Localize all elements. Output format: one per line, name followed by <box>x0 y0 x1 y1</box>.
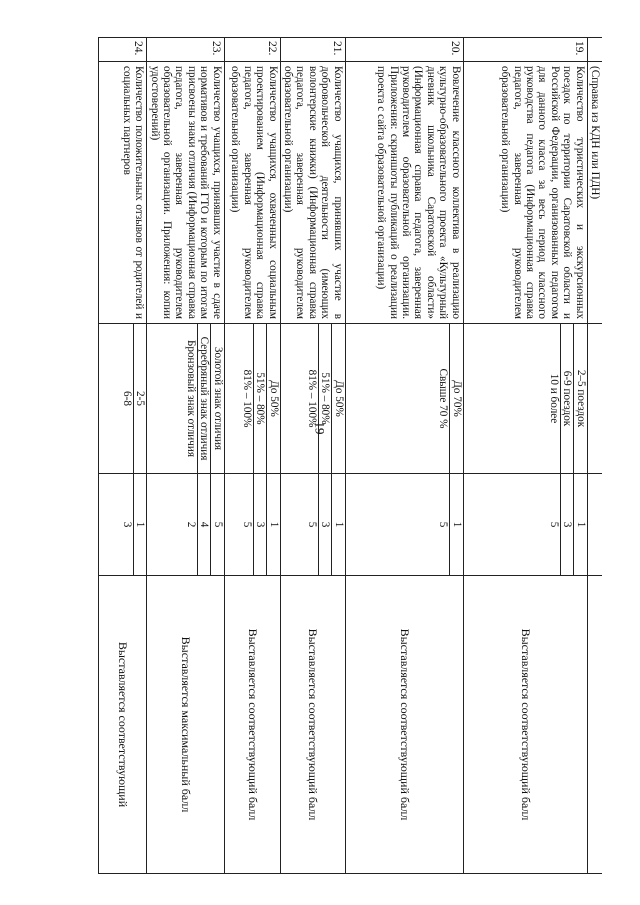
row-number: 22. <box>224 38 280 62</box>
points-cell <box>463 474 587 576</box>
criterion-text: Количество учащихся, принявших участие в добровольческой деятельности (имеющих волонтерские книжки) (Информационная справка педагога, заверенная руководителем образовательной организации) <box>280 62 345 324</box>
criterion-text: Вовлечение классного коллектива в реализацию культурно-образовательного проекта «Культурный дневник школьника Саратовской области» (Информационная справка педагога, заверенная руководителем образовательной организации. Приложения: скриншоты публикаций о реализации проекта с сайта образовательной организации) <box>345 62 463 324</box>
indicator-value: Золотой знак отличия <box>210 324 223 473</box>
points-value: 4 <box>197 474 210 575</box>
indicator-value: Свыше 70 % <box>437 368 450 429</box>
criteria-row <box>463 38 587 874</box>
points-value: 5 <box>547 521 560 528</box>
indicator-cell <box>345 324 463 474</box>
points-value: 3 <box>120 521 133 528</box>
points-value: 5 <box>305 521 318 528</box>
indicator-value: 81% – 100% <box>305 369 318 428</box>
indicator-cell <box>280 324 345 474</box>
points-value: 2 <box>184 521 197 528</box>
points-cell <box>224 474 280 576</box>
row-number: 20. <box>345 38 463 62</box>
indicator-value: Бронзовый знак отличия <box>184 339 197 458</box>
points-cell <box>147 474 224 576</box>
indicator-value: 2–5 поездок <box>573 324 586 473</box>
points-cell <box>99 474 147 576</box>
empty-num-cell <box>587 38 602 62</box>
scoring-note: Выставляется соответствующий <box>99 576 147 874</box>
scoring-note: Выставляется соответствующий балл <box>280 576 345 874</box>
points-value: 5 <box>210 474 223 575</box>
points-value: 1 <box>331 474 344 575</box>
points-value: 3 <box>560 474 573 575</box>
points-value: 3 <box>318 474 331 575</box>
row-number: 24. <box>99 38 147 62</box>
criteria-row <box>280 38 345 874</box>
indicator-value: 10 и более <box>547 373 560 424</box>
criteria-row <box>345 38 463 874</box>
indicator-value: 2-5 <box>133 324 146 473</box>
points-value: 1 <box>133 474 146 575</box>
criteria-row <box>147 38 224 874</box>
points-value: 1 <box>266 474 279 575</box>
criteria-table <box>98 37 602 874</box>
indicator-value: До 70% <box>449 324 462 473</box>
row-number: 19. <box>463 38 587 62</box>
points-value: 1 <box>449 474 462 575</box>
indicator-cell <box>99 324 147 474</box>
row-number: 23. <box>147 38 224 62</box>
indicator-cell <box>463 324 587 474</box>
points-value: 3 <box>253 474 266 575</box>
scoring-note: Выставляется соответствующий балл <box>345 576 463 874</box>
indicator-value: 6-8 <box>120 391 133 406</box>
points-value: 5 <box>240 521 253 528</box>
scoring-note: Выставляется соответствующий балл <box>463 576 587 874</box>
indicator-value: 51% – 80% <box>253 324 266 473</box>
indicator-value: До 50% <box>266 324 279 473</box>
criterion-text: Количество учащихся, охваченных социальным проектированием (Информационная справка педагога, заверенная руководителем образовательной организации) <box>224 62 280 324</box>
criterion-text: Количество туристических и экскурсионных поездок по территории Саратовской области и Российской Федерации, организованных педагогом для данного класса за весь период классного руководства педагога (Информационная справка педагога, заверенная руководителем образовательной организации) <box>463 62 587 324</box>
criteria-row <box>99 38 147 874</box>
points-cell <box>280 474 345 576</box>
indicator-value: 51% – 80% <box>318 324 331 473</box>
points-cell <box>345 474 463 576</box>
header-note-row <box>587 38 602 874</box>
row-number: 21. <box>280 38 345 62</box>
points-value: 1 <box>573 474 586 575</box>
criterion-text: Количество положительных отзывов от родителей и социальных партнеров <box>99 62 147 324</box>
scoring-note: Выставляется соответствующий балл <box>224 576 280 874</box>
header-note: (Справка из КДН или ПДН) <box>587 62 602 324</box>
scoring-note: Выставляется максимальный балл <box>147 576 224 874</box>
criterion-text: Количество учащихся, принявших участие в сдаче нормативов и требований ГТО и которым по итогам присвоены знаки отличия (Информационная справка педагога, заверенная руководителем образовательной организации. Приложения: копии удостоверений) <box>147 62 224 324</box>
indicator-value: Серебряный знак отличия <box>197 324 210 473</box>
indicator-cell <box>224 324 280 474</box>
indicator-value: 81% – 100% <box>240 369 253 428</box>
indicator-cell <box>147 324 224 474</box>
criteria-row <box>224 38 280 874</box>
page-number-rotated: 19 <box>312 421 328 435</box>
indicator-value: 6-9 поездок <box>560 324 573 473</box>
indicator-value: До 50% <box>331 324 344 473</box>
points-value: 5 <box>437 521 450 528</box>
